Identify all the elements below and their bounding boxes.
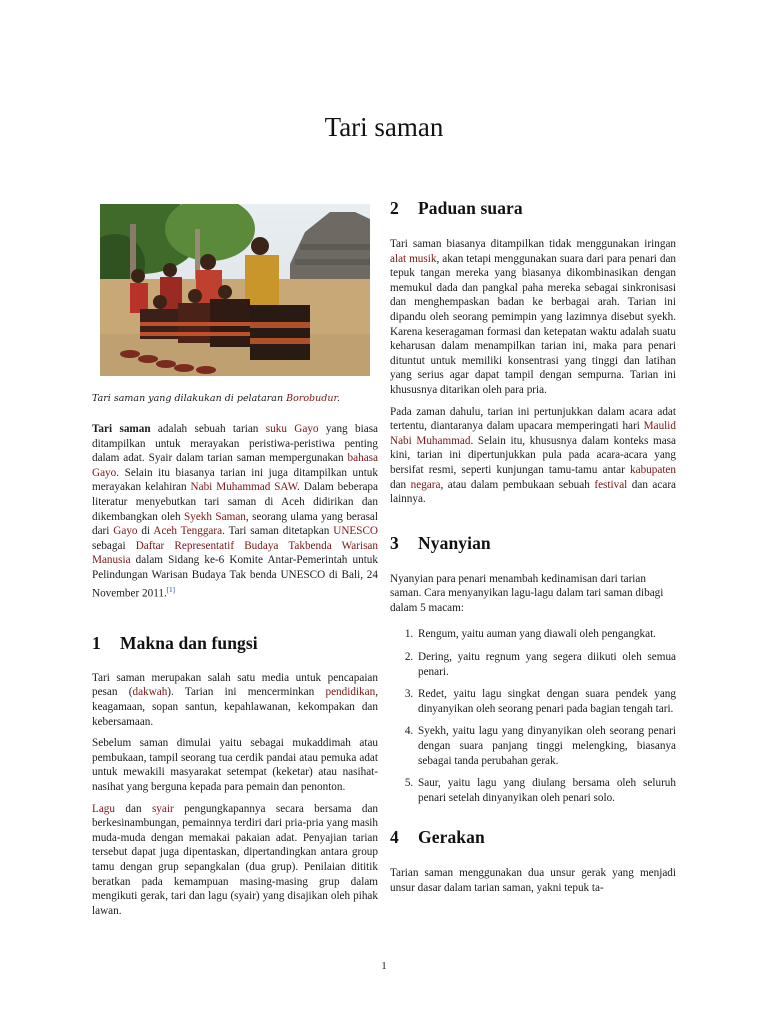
section-1-paragraph-3: Lagu dan syair pengungkapannya secara bersama dan berkesinambungan, pemainnya terdiri dari pria-pria yang masih muda-muda dengan memakai pakaian adat. Penyajian tarian tersebut dapat juga dipentaskan, dipertandingkan antara group tamu dengan grup sepangkalan (dua grup). Penilaian dititik beratkan pada kemampuan masing-masing grup dalam mengikuti gerak, tari dan lagu (syair) yang disajikan oleh pihak lawan. (92, 802, 378, 917)
intro-paragraph: Tari saman adalah sebuah tarian suku Gayo yang biasa ditampilkan untuk merayakan peristiwa-peristiwa penting dalam adat. Syair dalam tarian saman mempergunakan bahasa Gayo. Selain itu biasanya tarian ini juga ditampilkan untuk merayakan kelahiran Nabi Muhammad SAW. Dalam beberapa literatur menyebutkan tari saman di Aceh didirikan dan dikembangkan oleh Syekh Saman, seorang ulama yang berasal dari Gayo di Aceh Tenggara. Tari saman ditetapkan UNESCO sebagai Daftar Representatif Budaya Takbenda Warisan Manusia dalam Sidang ke-6 Komite Antar-Pemerintah untuk Pelindungan Warisan Budaya Tak benda UNESCO di Bali, 24 November 2011.[1] (92, 423, 379, 600)
page-title: Tari saman (324, 112, 444, 142)
figure-caption: Tari saman yang dilakukan di pelataran Borobudur. (92, 393, 340, 404)
song-types-list (390, 627, 676, 805)
link-negara[interactable]: negara (410, 478, 441, 491)
section-2-paragraph-2: Pada zaman dahulu, tarian ini pertunjukkan dalam acara adat tertentu, diantaranya dalam upacara memperingati hari Maulid Nabi Muhammad. Selain itu, khususnya dalam konteks masa kini, tarian ini dipertunjukkan pula pada acara-acara yang bersifat resmi, seperti kunjungan tamu-tamu antar kabupaten dan negara, atau dalam pembukaan sebuah festival dan acara lainnya. (390, 405, 677, 506)
link-gayo[interactable]: Gayo (113, 525, 138, 538)
link-maulid-nabi[interactable]: Maulid Nabi Muhammad (390, 420, 676, 447)
link-aceh-tenggara[interactable]: Aceh Tenggara (153, 525, 223, 538)
link-kabupaten[interactable]: kabupaten (630, 463, 676, 476)
link-nabi-muhammad-saw[interactable]: Nabi Muhammad SAW (190, 481, 298, 494)
list-item: 4. Syekh, yaitu lagu yang dinyanyikan oleh seorang penari dengan suara panjang tinggi melengking, biasanya sebagai tanda perubahan gerak. (416, 724, 676, 768)
section-3-heading: 3 Nyanyian (390, 532, 491, 553)
link-daftar-representatif[interactable]: Daftar Representatif Budaya Takbenda Warisan Manusia (92, 539, 378, 567)
left-column (92, 198, 378, 925)
section-2-heading: 2 Paduan suara (390, 198, 523, 218)
section-4-heading: 4 Gerakan (390, 827, 485, 848)
section-1-heading: 1 Makna dan fungsi (92, 632, 258, 653)
link-festival[interactable]: festival (594, 478, 628, 491)
section-1-paragraph-2: Sebelum saman dimulai yaitu sebagai mukaddimah atau pembukaan, tampil seorang tua cerdik pandai atau pemuka adat untuk mewakili masyarakat setempat (keketar) atau nasihat-nasihat yang berguna kepada para pemain dan penonton. (92, 737, 378, 794)
link-suku-gayo[interactable]: suku Gayo (265, 423, 319, 435)
link-pendidikan[interactable]: pendidikan (325, 686, 376, 699)
section-3-intro: Nyanyian para penari menambah kedinamisan dari tarian saman. Cara menyanyikan lagu-lagu dalam tari saman dibagi dalam 5 macam: (390, 572, 664, 614)
section-1-paragraph-1: Tari saman merupakan salah satu media untuk pencapaian pesan (dakwah). Tarian ini mencerminkan pendidikan, keagamaan, sopan santun, kepahlawanan, kekompakan dan kebersamaan. (92, 671, 379, 728)
section-4-paragraph-1: Tarian saman menggunakan dua unsur gerak yang menjadi unsur dasar dalam tarian saman, yakni tepuk ta- (390, 867, 676, 894)
list-item: 1. Rengum, yaitu auman yang diawali oleh pengangkat. (416, 627, 676, 642)
link-dakwah[interactable]: dakwah (132, 686, 168, 699)
list-item: 2. Dering, yaitu regnum yang segera diikuti oleh semua penari. (416, 650, 676, 679)
link-borobudur[interactable]: Borobudur (286, 393, 337, 404)
link-syair[interactable]: syair (151, 802, 174, 815)
link-bahasa-gayo[interactable]: bahasa Gayo (92, 452, 378, 479)
reference-1[interactable]: [1] (166, 585, 175, 594)
page-number: 1 (381, 960, 387, 972)
link-lagu[interactable]: Lagu (92, 802, 115, 815)
link-unesco[interactable]: UNESCO (333, 525, 378, 538)
list-item: 3. Redet, yaitu lagu singkat dengan suara pendek yang dinyanyikan oleh seorang penari pada bagian tengah tari. (416, 687, 676, 716)
link-syekh-saman[interactable]: Syekh Saman (184, 510, 246, 523)
saman-dancers-photo (100, 204, 370, 376)
right-column (390, 198, 676, 903)
section-2-paragraph-1: Tari saman biasanya ditampilkan tidak menggunakan iringan alat musik, akan tetapi menggunakan suara dari para penari dan tepuk tangan mereka yang biasanya dikombinasikan dengan memukul dada dan pangkal paha mereka sebagai sinkronisasi dan menghempaskan badan ke berbagai arah. Tarian ini dipandu oleh seorang pemimpin yang lazimnya disebut syekh. Karena keseragaman formasi dan ketepatan waktu adalah suatu keharusan dalam menampilkan tarian ini, maka para penari dituntut untuk memiliki konsentrasi yang tinggi dan latihan yang serius agar dapat tampil dengan sempurna. Tarian ini khususnya ditarikan oleh para pria. (390, 238, 677, 396)
list-item: 5. Saur, yaitu lagu yang diulang bersama oleh seluruh penari setelah dinyanyikan oleh penari solo. (416, 776, 676, 805)
link-alat-musik[interactable]: alat musik (390, 252, 437, 265)
